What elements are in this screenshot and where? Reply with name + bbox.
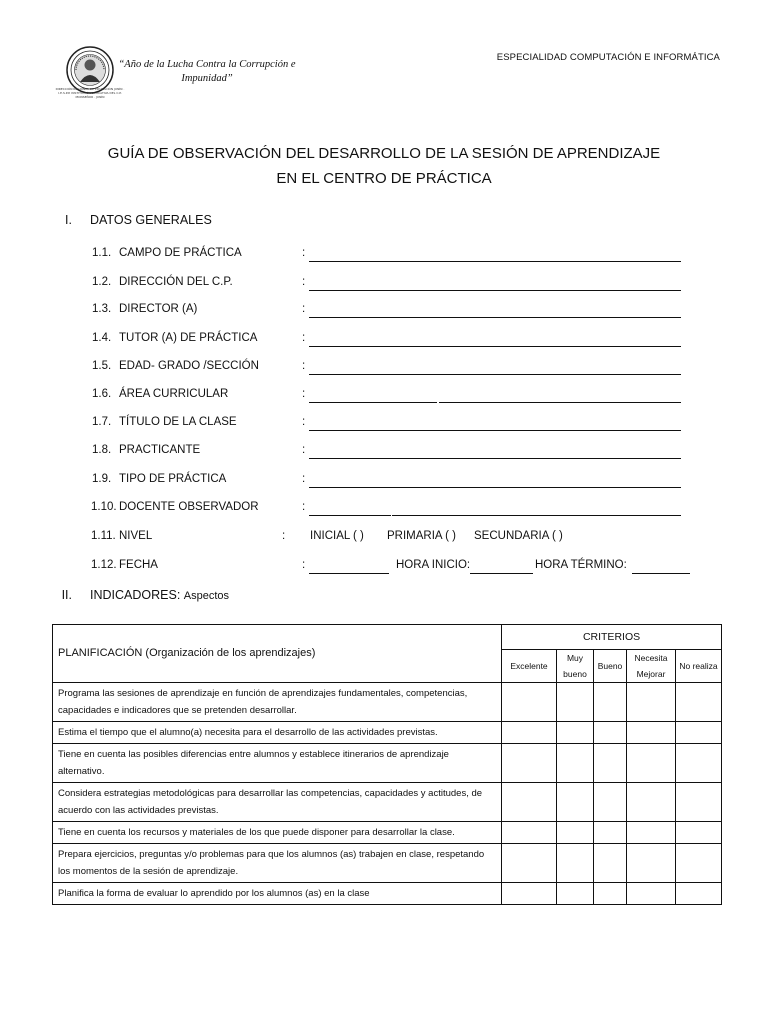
table-row [53, 722, 722, 744]
rating-cell[interactable] [502, 683, 557, 722]
seal-caption: DIRECCIÓN REGIONAL DE EDUCACIÓN JUNÍN · I.E.S.P.P. INSTITUCIÓN EDUCATIVA DEL C.P. MONSEÑOR · JUNÍN [55, 87, 125, 99]
field-number: 1.10. [91, 501, 117, 513]
field-colon: : [302, 303, 306, 315]
section-label: DATOS GENERALES [90, 213, 212, 227]
rating-cell[interactable] [676, 722, 722, 744]
table-row [53, 883, 722, 905]
field-docente-observador [0, 501, 768, 521]
field-label: DOCENTE OBSERVADOR [119, 501, 259, 513]
field-blank-line[interactable] [309, 247, 681, 262]
fecha-blank-line[interactable] [309, 559, 389, 574]
field-number: 1.5. [92, 360, 112, 372]
field-blank-line[interactable] [439, 388, 681, 403]
nivel-option-inicial[interactable]: INICIAL ( ) [310, 530, 364, 542]
field-label: NIVEL [119, 530, 153, 542]
rating-cell[interactable] [594, 822, 627, 844]
field-label: ÁREA CURRICULAR [119, 388, 229, 400]
rating-cell[interactable] [502, 744, 557, 783]
field-number: 1.4. [92, 332, 112, 344]
field-blank-line[interactable] [309, 360, 681, 375]
motto-line-2: Impunidad” [181, 73, 233, 84]
criteria-header-cell: CRITERIOS [502, 625, 722, 650]
indicator-text: Considera estrategias metodológicas para desarrollar las competencias, capacidades y actitudes, de acuerdo con las actividades previstas. [53, 783, 502, 822]
rating-cell[interactable] [676, 683, 722, 722]
indicator-text: Programa las sesiones de aprendizaje en función de aprendizajes fundamentales, competencias, capacidades e indicadores que se pretenden desarrollar. [53, 683, 502, 722]
field-direccion-cp [0, 276, 768, 296]
field-edad-grado-seccion [0, 360, 768, 380]
field-colon: : [302, 559, 306, 571]
criteria-muy-bueno: Muy bueno [557, 650, 594, 683]
field-number: 1.8. [92, 444, 112, 456]
year-motto [112, 58, 302, 86]
field-blank-line[interactable] [309, 444, 681, 459]
table-row [53, 783, 722, 822]
field-campo-practica [0, 247, 768, 267]
field-number: 1.7. [92, 416, 112, 428]
indicator-text: Estima el tiempo que el alumno(a) necesita para el desarrollo de las actividades previstas. [53, 722, 502, 744]
field-blank-line[interactable] [309, 388, 437, 403]
field-number: 1.2. [92, 276, 112, 288]
field-number: 1.3. [92, 303, 112, 315]
section-label-main: INDICADORES: [90, 588, 181, 602]
table-row [53, 744, 722, 783]
rating-cell[interactable] [557, 783, 594, 822]
rating-cell[interactable] [557, 683, 594, 722]
document-title [40, 141, 728, 191]
field-blank-line[interactable] [309, 303, 681, 318]
field-label: DIRECTOR (A) [119, 303, 198, 315]
field-blank-line[interactable] [309, 276, 681, 291]
indicator-text: Planifica la forma de evaluar lo aprendido por los alumnos (as) en la clase [53, 883, 502, 905]
rating-cell[interactable] [502, 822, 557, 844]
rating-cell[interactable] [594, 683, 627, 722]
criteria-no-realiza: No realiza [676, 650, 722, 683]
field-titulo-clase [0, 416, 768, 436]
table-header-row [53, 625, 722, 650]
criteria-necesita-mejorar: Necesita Mejorar [627, 650, 676, 683]
rating-cell[interactable] [627, 683, 676, 722]
field-tipo-practica [0, 473, 768, 493]
hora-inicio-label: HORA INICIO: [396, 559, 471, 571]
field-colon: : [302, 276, 306, 288]
rating-cell[interactable] [502, 883, 557, 905]
field-label: TIPO DE PRÁCTICA [119, 473, 227, 485]
hora-inicio-blank-line[interactable] [470, 559, 533, 574]
rating-cell[interactable] [557, 883, 594, 905]
rating-cell[interactable] [594, 783, 627, 822]
field-colon: : [282, 530, 286, 542]
table-row [53, 822, 722, 844]
nivel-option-primaria[interactable]: PRIMARIA ( ) [387, 530, 457, 542]
field-label: CAMPO DE PRÁCTICA [119, 247, 242, 259]
title-line-1: GUÍA DE OBSERVACIÓN DEL DESARROLLO DE LA SESIÓN DE APRENDIZAJE [107, 145, 661, 162]
rating-cell[interactable] [676, 744, 722, 783]
field-label: EDAD- GRADO /SECCIÓN [119, 360, 259, 372]
field-director [0, 303, 768, 323]
rating-cell[interactable] [676, 822, 722, 844]
indicator-text: Tiene en cuenta las posibles diferencias entre alumnos y establece itinerarios de aprendizaje alternativo. [53, 744, 502, 783]
motto-line-1: “Año de la Lucha Contra la Corrupción e [118, 59, 296, 70]
indicator-text: Tiene en cuenta los recursos y materiales de los que puede disponer para desarrollar la clase. [53, 822, 502, 844]
field-label: TUTOR (A) DE PRÁCTICA [119, 332, 258, 344]
rating-cell[interactable] [627, 744, 676, 783]
title-line-2: EN EL CENTRO DE PRÁCTICA [276, 170, 492, 187]
rating-cell[interactable] [594, 744, 627, 783]
table-row [53, 844, 722, 883]
rating-cell[interactable] [627, 722, 676, 744]
indicators-table [52, 624, 722, 905]
rating-cell[interactable] [627, 844, 676, 883]
section-label [90, 588, 229, 602]
rating-cell[interactable] [557, 722, 594, 744]
field-blank-line[interactable] [309, 416, 681, 431]
criteria-excelente: Excelente [502, 650, 557, 683]
rating-cell[interactable] [594, 844, 627, 883]
field-colon: : [302, 332, 306, 344]
field-colon: : [302, 360, 306, 372]
rating-cell[interactable] [502, 844, 557, 883]
section-label-sub: Aspectos [183, 590, 230, 602]
field-blank-line[interactable] [309, 332, 681, 347]
field-colon: : [302, 501, 306, 513]
field-fecha [0, 559, 768, 579]
field-number: 1.12. [91, 559, 117, 571]
field-colon: : [302, 388, 306, 400]
rating-cell[interactable] [676, 783, 722, 822]
field-nivel [0, 530, 768, 550]
field-colon: : [302, 473, 306, 485]
planning-header-cell: PLANIFICACIÓN (Organización de los aprendizajes) [53, 625, 502, 683]
hora-termino-blank-line[interactable] [632, 559, 690, 574]
field-colon: : [302, 247, 306, 259]
criteria-bueno: Bueno [594, 650, 627, 683]
rating-cell[interactable] [627, 783, 676, 822]
rating-cell[interactable] [594, 883, 627, 905]
field-number: 1.1. [92, 247, 112, 259]
section-number: I. [65, 213, 72, 227]
field-colon: : [302, 416, 306, 428]
field-blank-line[interactable] [309, 501, 391, 516]
rating-cell[interactable] [557, 844, 594, 883]
rating-cell[interactable] [502, 783, 557, 822]
rating-cell[interactable] [627, 822, 676, 844]
field-tutor-practica [0, 332, 768, 352]
field-blank-line[interactable] [392, 501, 681, 516]
hora-termino-label: HORA TÉRMINO: [535, 559, 627, 571]
section-number: II. [61, 588, 72, 602]
indicator-text: Prepara ejercicios, preguntas y/o problemas para que los alumnos (as) trabajen en clase, respetando los momentos de la sesión de aprendizaje. [53, 844, 502, 883]
field-colon: : [302, 444, 306, 456]
nivel-option-secundaria[interactable]: SECUNDARIA ( ) [474, 530, 563, 542]
field-blank-line[interactable] [309, 473, 681, 488]
field-practicante [0, 444, 768, 464]
field-number: 1.6. [92, 388, 112, 400]
rating-cell[interactable] [557, 744, 594, 783]
rating-cell[interactable] [502, 722, 557, 744]
rating-cell[interactable] [594, 722, 627, 744]
rating-cell[interactable] [676, 883, 722, 905]
rating-cell[interactable] [557, 822, 594, 844]
field-label: PRACTICANTE [119, 444, 201, 456]
field-number: 1.11. [91, 530, 116, 542]
table-row [53, 683, 722, 722]
field-label: DIRECCIÓN DEL C.P. [119, 276, 233, 288]
field-label: TÍTULO DE LA CLASE [119, 416, 237, 428]
specialty-header: ESPECIALIDAD COMPUTACIÓN E INFORMÁTICA [496, 52, 720, 63]
field-area-curricular [0, 388, 768, 408]
rating-cell[interactable] [676, 844, 722, 883]
rating-cell[interactable] [627, 883, 676, 905]
field-label: FECHA [119, 559, 158, 571]
field-number: 1.9. [92, 473, 112, 485]
